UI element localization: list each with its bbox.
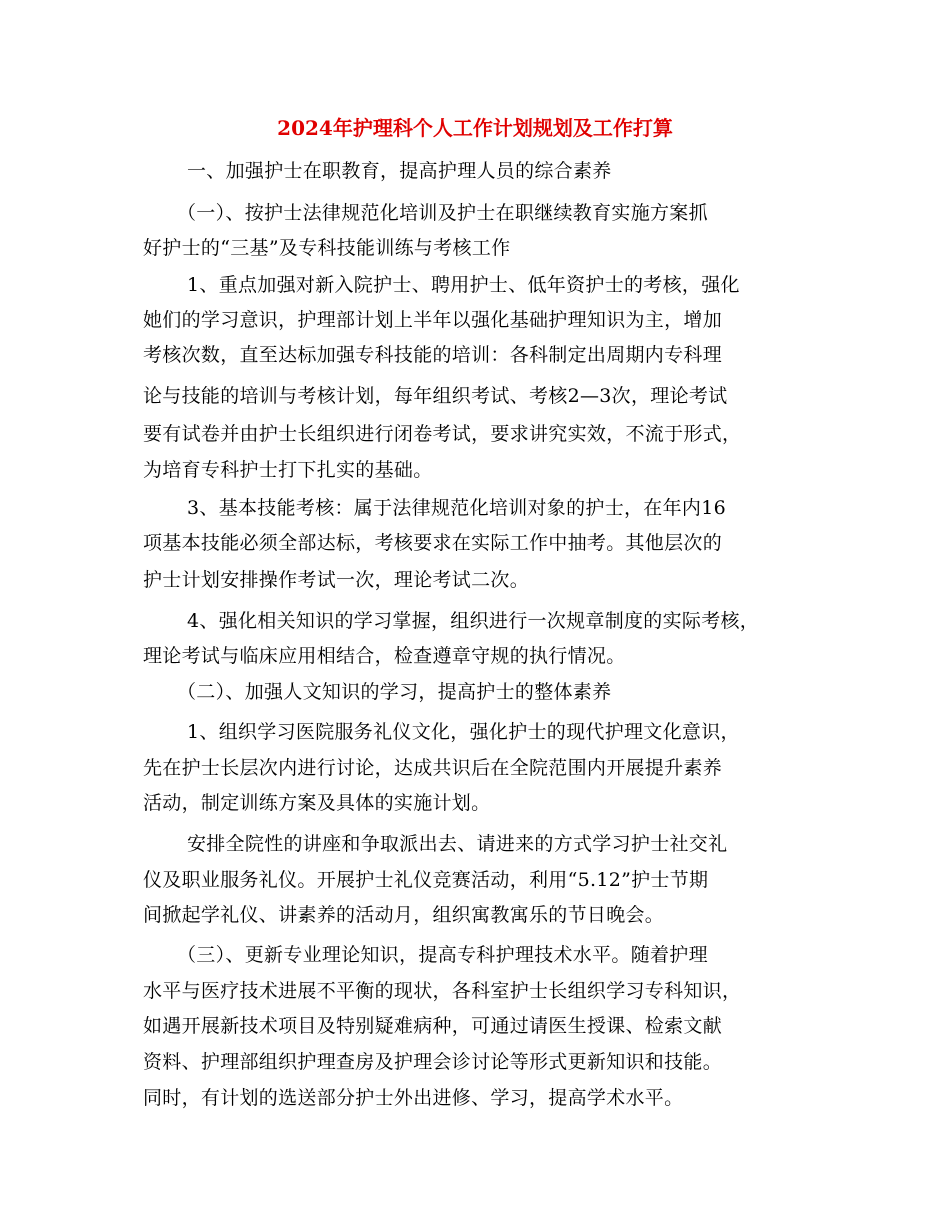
text-line: 4、强化相关知识的学习掌握，组织进行一次规章制度的实际考核， bbox=[187, 610, 760, 632]
text-line: 1、重点加强对新入院护士、聘用护士、低年资护士的考核，强化 bbox=[187, 274, 740, 296]
text-line: 项基本技能必须全部达标，考核要求在实际工作中抽考。其他层次的 bbox=[143, 532, 723, 554]
text-line: 要有试卷并由护士长组织进行闭卷考试，要求讲究实效，不流于形式， bbox=[143, 423, 742, 445]
subsection-heading-3: （三）、更新专业理论知识，提高专科护理技术水平。随着护理 bbox=[177, 944, 708, 966]
text-line: 3、基本技能考核：属于法律规范化培训对象的护士，在年内16 bbox=[187, 497, 726, 519]
text-line: 论与技能的培训与考核计划，每年组织考试、考核2—3次，理论考试 bbox=[143, 385, 728, 407]
text-line: 间掀起学礼仪、讲素养的活动月，组织寓教寓乐的节日晚会。 bbox=[143, 904, 665, 926]
text-line: 安排全院性的讲座和争取派出去、请进来的方式学习护士社交礼 bbox=[187, 833, 728, 855]
text-line: 先在护士长层次内进行讨论，达成共识后在全院范围内开展提升素养 bbox=[143, 757, 723, 779]
subsection-heading-1: （一）、按护士法律规范化培训及护士在职继续教育实施方案抓 bbox=[177, 202, 708, 224]
text-line: 好护士的“三基”及专科技能训练与考核工作 bbox=[143, 237, 511, 259]
text-line: 考核次数，直至达标加强专科技能的培训：各科制定出周期内专科理 bbox=[143, 344, 723, 366]
document-title: 2024年护理科个人工作计划规划及工作打算 bbox=[277, 116, 673, 140]
text-line: 1、组织学习医院服务礼仪文化，强化护士的现代护理文化意识， bbox=[187, 721, 740, 743]
text-line: 活动，制定训练方案及具体的实施计划。 bbox=[143, 792, 491, 814]
text-line: 护士计划安排操作考试一次，理论考试二次。 bbox=[143, 569, 530, 591]
text-line: 她们的学习意识，护理部计划上半年以强化基础护理知识为主，增加 bbox=[143, 309, 723, 331]
text-line: 理论考试与临床应用相结合，检查遵章守规的执行情况。 bbox=[143, 645, 626, 667]
text-line: 仪及职业服务礼仪。开展护士礼仪竞赛活动，利用“5.12”护士节期 bbox=[143, 869, 709, 891]
text-line: 资料、护理部组织护理查房及护理会诊讨论等形式更新知识和技能。 bbox=[143, 1051, 723, 1073]
section-heading-1: 一、加强护士在职教育，提高护理人员的综合素养 bbox=[187, 160, 612, 182]
text-line: 同时，有计划的选送部分护士外出进修、学习，提高学术水平。 bbox=[143, 1087, 684, 1109]
subsection-heading-2: （二）、加强人文知识的学习，提高护士的整体素养 bbox=[177, 681, 612, 703]
text-line: 水平与医疗技术进展不平衡的现状，各科室护士长组织学习专科知识， bbox=[143, 980, 742, 1002]
text-line: 为培育专科护士打下扎实的基础。 bbox=[143, 459, 433, 481]
text-line: 如遇开展新技术项目及特别疑难病种，可通过请医生授课、检索文献 bbox=[143, 1015, 723, 1037]
